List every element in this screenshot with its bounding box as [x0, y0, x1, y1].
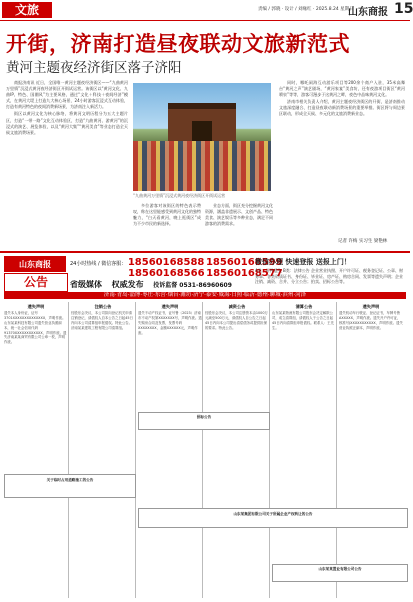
article-column-2b [205, 203, 273, 247]
paper-name: 山东商报 [348, 7, 388, 18]
classified-heading: 遗失声明 [161, 304, 179, 309]
article-column-2a [133, 203, 201, 247]
article-photo [133, 83, 271, 191]
article-author: 记者 许梅 实习生 梁艳林 [338, 239, 388, 244]
hotline-label: 24小时热线 / 微信客服： [70, 261, 127, 267]
article-paragraph: 多位游客对该街区的特色表示赞叹，称在这里能感受到黄河文化的独特魅力，“白天看黄河，晚上逛街区”成为不少市民的新选择。 [133, 203, 201, 227]
classified-text: 遗失不动产权证书，证号鲁（2023）济南市不动产权第XXXXXXX号，声明作废。遗失购房合同及发票，发票号码XXXXXXXX，金额XXXXXX元，声明作废。 [138, 310, 202, 335]
classified-column [4, 302, 69, 598]
classified-box [138, 508, 408, 528]
classified-box-title: 招标公告 [196, 415, 212, 419]
ad-hotline [70, 257, 283, 291]
classified-text: 经股东会决议，本公司拟向登记机关申请注销登记，请债权人自本公告之日起45日内向本公司清算组申报债权。特此公告。济南某某建筑工程有限公司清算组。 [71, 310, 133, 330]
classified-heading: 减资公告 [228, 304, 246, 309]
classified-column [138, 302, 203, 598]
page-header [0, 0, 413, 21]
ad-services: A类：证件遗失 B类：法律公告 企业营业执照、开户许可证、税务登记证、公章、财务章、各类资质证书、身份证、毕业证、房产证、购房合同、发票等遗失声明；企业注销、减资、合并、分立公告；拍卖、招标公告等。 [255, 268, 404, 284]
classified-box [272, 564, 408, 582]
article-paragraph: 街区以黄河文化为核心脉络，将黄河文明历程分为五大主题片区，打造“一带一路”文化互动体验区，打造“九曲黄河、游黄河”的沉浸式的演艺、展览体验，以及“黄河大集”“黄河美食”等业态打造全天候文旅消费场景。 [6, 111, 128, 135]
classified-box [4, 474, 136, 498]
hotline-row-2 [70, 268, 283, 280]
ad-region: 省级媒体 [70, 280, 102, 289]
hotline-row-3 [70, 280, 250, 291]
classified-text: 山东某某物流有限公司股东会决定解散公司，成立清算组，请债权人于公告之日起45日内向清算组申报债权。联系人：王先生。 [272, 310, 334, 330]
classified-heading: 遗失声明 [27, 304, 45, 309]
classified-box [138, 412, 270, 430]
photo-gate-shape [168, 103, 236, 141]
ad-complaint: 投诉监督 0531-86960609 [153, 282, 232, 289]
article-column-3 [279, 80, 405, 236]
phone-number: 18560168599 [205, 257, 283, 268]
ad-cities-strip: 济南·青岛·淄博·枣庄·东营·烟台·潍坊·济宁·泰安·威海·日照·临沂·德州·聊城·滨州·菏泽 [4, 292, 406, 299]
ad-brand-logo: 山东商报 [4, 256, 66, 272]
article-paragraph: 同时，哪吒闹海互动游乐项目等200余个商户入驻，35米高舞台“黄河之声”演艺剧场，“黄河家宴”美食坊，还有夜游项目街区“黄河喷泉”等等，游客可漫步于这黄河之畔，夜色中品味黄河文化。 [279, 80, 405, 98]
classified-column [71, 302, 136, 598]
classified-column [339, 302, 403, 598]
classified-text: 遗失本人身份证，证号3701XXXXXXXXXXXXXX，声明作废。山东某某科技有限公司遗失营业执照副本，统一社会信用代码91370XXXXXXXXXXXX，声明作废。遗失济南某某商贸有限公司公章一枚，声明作废。 [4, 310, 67, 345]
article-column-1 [6, 80, 128, 248]
ad-trust: 权威发布 [111, 280, 144, 289]
section-divider [0, 251, 410, 253]
classified-column [272, 302, 337, 598]
classified-box-title: 山东某某置业有限公司公告 [318, 567, 362, 571]
classified-heading: 注销公告 [94, 304, 112, 309]
photo-crowd-shape [133, 141, 271, 191]
classified-column [205, 302, 270, 598]
classifieds-grid [4, 302, 406, 598]
classified-heading: 清算公告 [295, 304, 313, 309]
classified-box-title: 关于临时占用道路施工的公告 [46, 478, 94, 482]
photo-caption: “九曲黄河万里情”沉浸式黄河夜经济街区开街试运营 [133, 193, 226, 198]
section-tag: 文旅 [2, 2, 52, 18]
headline: 开街，济南打造昼夜联动文旅新范式 [6, 32, 350, 56]
phone-number: 18560168566 [128, 268, 205, 279]
page-number: 15 [394, 1, 413, 17]
article-paragraph: 商报济南讯 近日，全国唯一黄河主题夜经济街区——“九曲黄河万里情”沉浸式黄河夜经济街区开街试运营。该街区以“黄河文化、九曲IP、特色、国潮风”为主要风格，通过“文化＋科技＋夜间经济”模式，在黄河大堤上打造九大核心场景，24小时游客沉浸式互动体验，打造有黄河特色的夜间消费新场景，为济南注入新活力。 [6, 80, 128, 110]
classified-text: 遗失机动车行驶证、登记证书，车牌号鲁AXXXXX，声明作废。遗失开户许可证，核准号JXXXXXXXXXXX，声明作废。遗失营业执照正副本，声明作废。 [339, 310, 403, 330]
ad-notice-box: 公告 [4, 273, 68, 292]
article-paragraph: 济南市相关负责人介绍，黄河主题夜经济街区的开街，是济南推动文旅深度融合、打造昼夜联动新消费场景的重要举措。街区将与周边景区联动，形成全天候、多元化的文旅消费新业态。 [279, 99, 405, 117]
phone-number: 18560168588 [127, 257, 205, 268]
ad-slogan: 微信办理 快速登报 送报上门！ [255, 258, 351, 266]
editor-meta: 责编 / 郭晓 · 设计 / 刘缘红 · 2025.8.24 星期日 [258, 7, 354, 12]
subheadline: 黄河主题夜经济街区落子济阳 [6, 60, 182, 76]
classified-box-title: 山东某集团有限公司关于所属企业产权转让的公告 [233, 512, 313, 516]
article-paragraph: 业态方面，街区充分挖掘黄河文化资源，涵盖非遗展示、文创产品、特色美食、演艺娱乐等多种业态，满足不同游客的消费需求。 [205, 203, 273, 227]
classified-text: 经股东会决议，本公司注册资本由1000万元减至500万元，请债权人自公告之日起45日内向本公司提出清偿债务或提供担保的要求。特此公告。 [205, 310, 268, 330]
phone-number: 18560168577 [206, 268, 283, 279]
classified-heading: 遗失声明 [362, 304, 380, 309]
